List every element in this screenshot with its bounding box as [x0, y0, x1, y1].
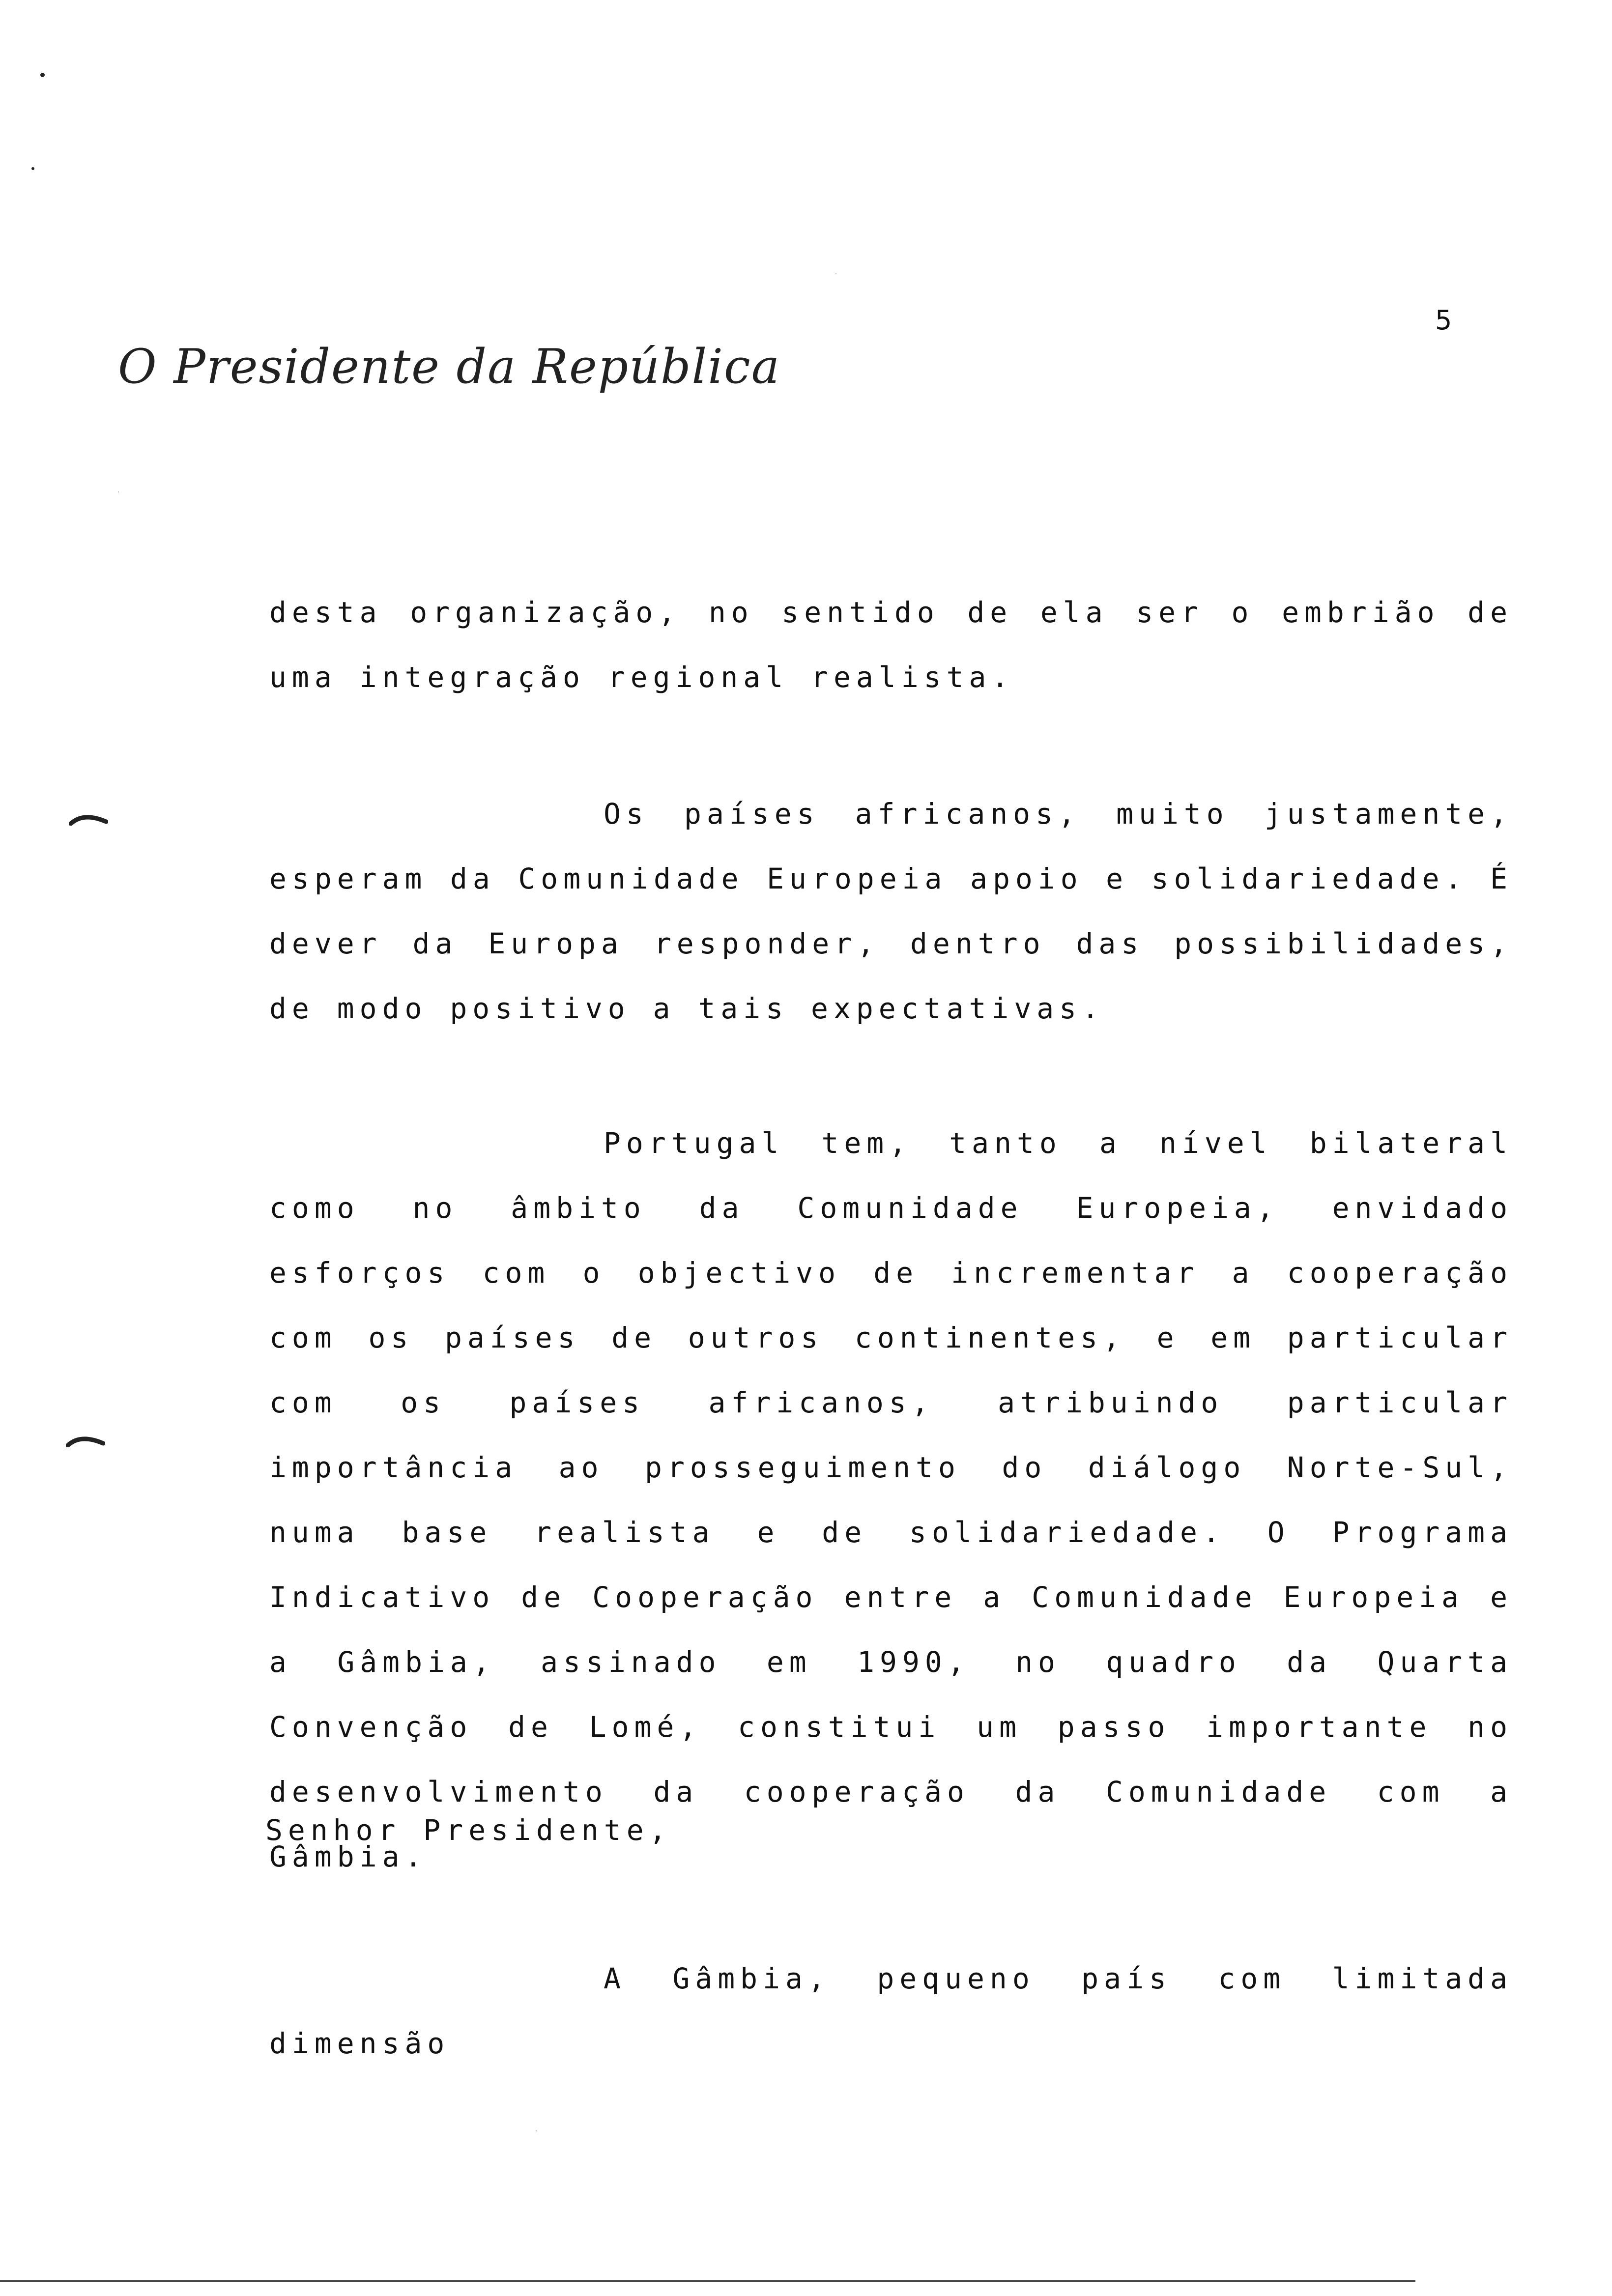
- letterhead-text: O Presidente da República: [118, 339, 780, 394]
- bottom-rule: [0, 2280, 1415, 2282]
- paragraph: [269, 580, 1513, 710]
- paragraph-text: desta organização, no sentido de ela ser o embrião de uma integração regional realista.: [269, 596, 1513, 694]
- scan-dot: [40, 73, 45, 77]
- punch-hole-mark: [66, 1433, 105, 1447]
- punch-hole-mark: [69, 811, 108, 826]
- letterhead-logo: [118, 339, 780, 394]
- scan-speck: [835, 273, 836, 274]
- page-number: 5: [1435, 305, 1452, 336]
- scan-dot: [31, 167, 34, 170]
- paragraph-text: Os países africanos, muito justamente, esperam da Comunidade Europeia apoio e solidariedade. É dever da Europa responder, dentro das possibilidades, de modo positivo a tais expectativas.: [269, 797, 1513, 1025]
- paragraph-text: Portugal tem, tanto a nível bilateral como no âmbito da Comunidade Europeia, envidado esforços com o objectivo de incrementar a cooperação com os países de outros continentes, e em particular com os países africanos, atribuindo particular importância ao prosseguimento do diálogo Norte-Sul, numa base realista e de solidariedade. O Programa Indicativo de Cooperação entre a Comunidade Europeia e a Gâmbia, assinado em 1990, no quadro da Quarta Convenção de Lomé, constitui um passo importante no desenvolvimento da cooperação da Comunidade com a Gâmbia.: [269, 1126, 1513, 1873]
- scan-speck: [536, 2130, 537, 2131]
- paragraph: [269, 1946, 1513, 2076]
- scan-speck: [118, 491, 119, 492]
- paragraph: [269, 781, 1513, 1041]
- paragraph-text: A Gâmbia, pequeno país com limitada dimensão: [269, 1962, 1513, 2060]
- paragraph: [269, 1111, 1513, 1889]
- salutation: Senhor Presidente,: [265, 1813, 672, 1847]
